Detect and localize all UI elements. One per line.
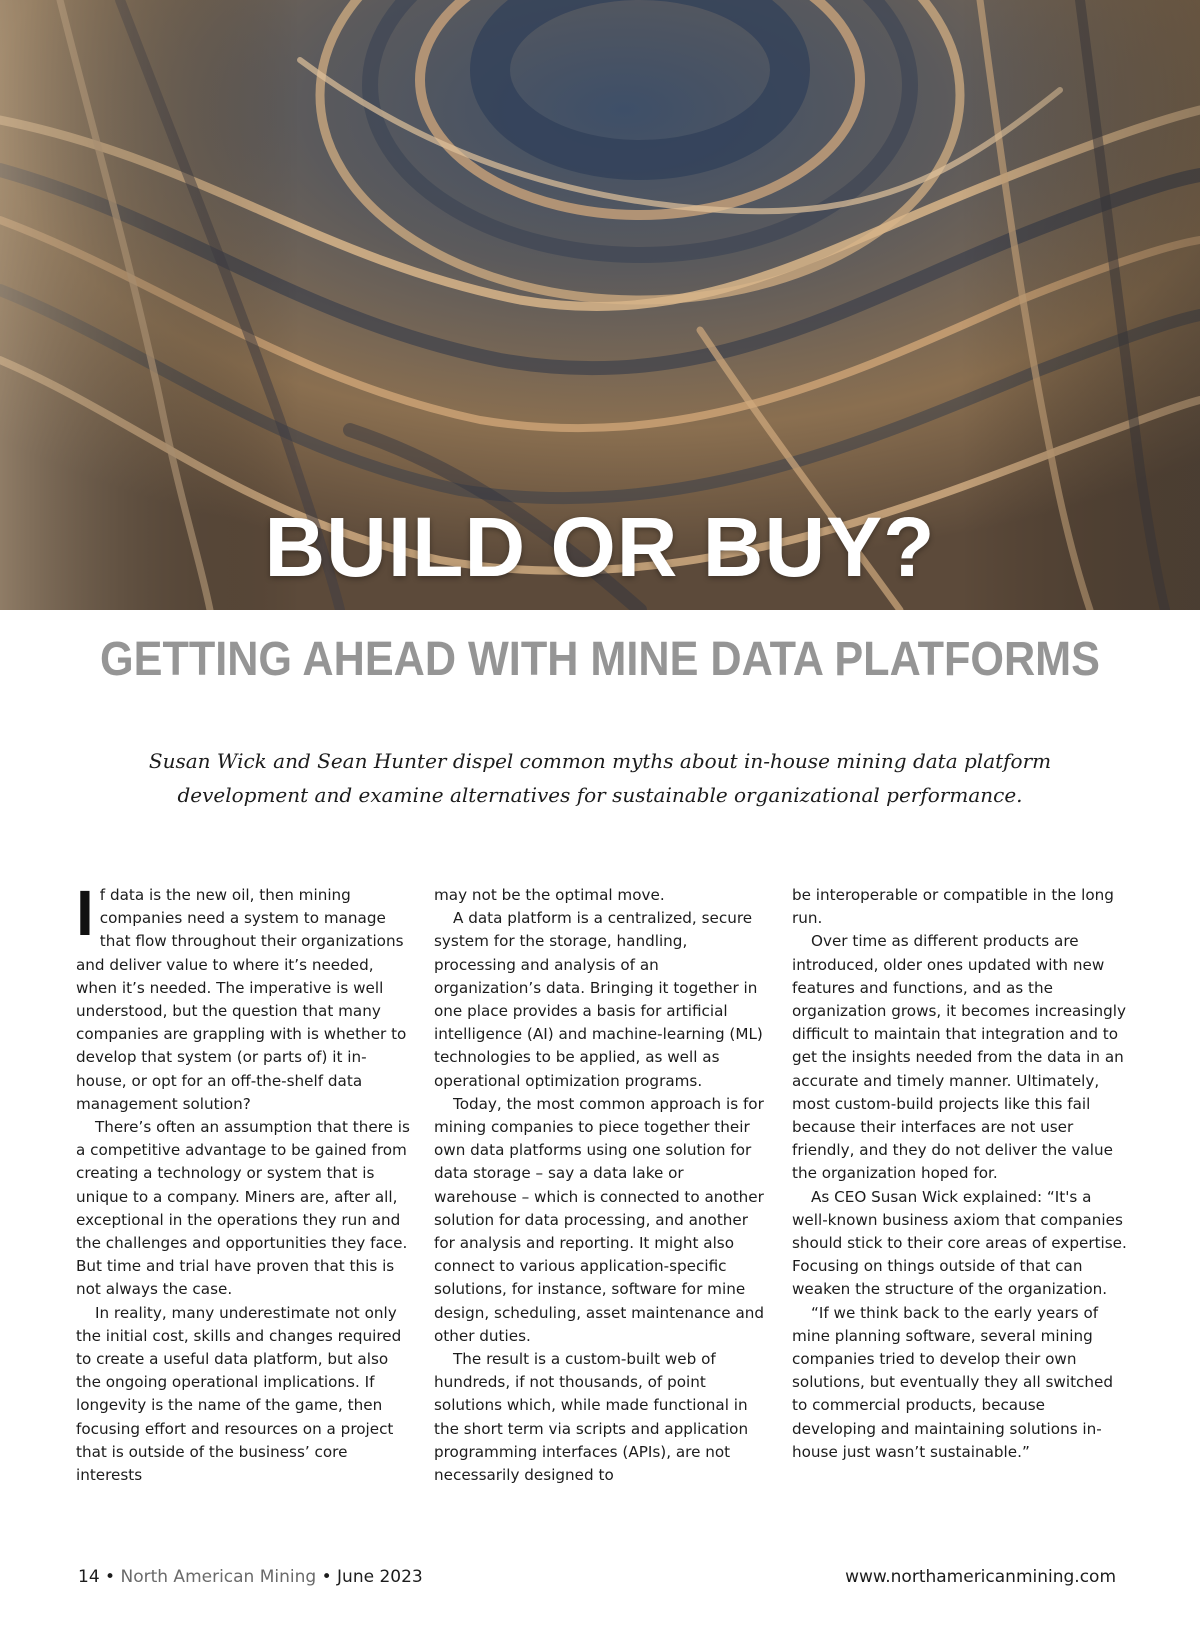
paragraph: Over time as different products are introduced, older ones updated with new features and functions, and as the organization grows, it becomes increasingly difficult to maintain that integration and to get the insights needed from the data in an accurate and timely manner. Ultimately, most custom-build projects like this fail because their interfaces are not user friendly, and they do not deliver the value the organization hoped for. xyxy=(792,932,1126,1183)
website-url[interactable]: www.northamericanmining.com xyxy=(845,1567,1116,1587)
drop-cap: I xyxy=(76,877,94,949)
standfirst: Susan Wick and Sean Hunter dispel common myths about in-house mining data platform development and examine alternatives for sustainable organizational performance. xyxy=(148,749,1052,807)
article-column-2 xyxy=(434,884,770,1487)
paragraph: A data platform is a centralized, secure system for the storage, handling, processing and analysis of an organization’s data. Bringing it together in one place provides a basis for artificial intelligence (AI) and machine-learning (ML) technologies to be applied, as well as operational optimization programs. xyxy=(434,909,763,1090)
paragraph: may not be the optimal move. xyxy=(434,886,665,904)
subheadline: GETTING AHEAD WITH MINE DATA PLATFORMS xyxy=(100,633,1100,686)
magazine-name: North American Mining xyxy=(120,1567,317,1587)
paragraph: “If we think back to the early years of mine planning software, several mining companies tried to develop their own solutions, but eventually they all switched to commercial products, because developing and maintaining solutions in-house just wasn’t sustainable.” xyxy=(792,1303,1113,1461)
headline: BUILD OR BUY? xyxy=(264,500,936,594)
article-column-1 xyxy=(76,877,412,1487)
paragraph: If data is the new oil, then mining companies need a system to manage that flow throughout their organizations and deliver value to where it’s needed, when it’s needed. The imperative is well understood, but the question that many companies are grappling with is whether to develop that system (or parts of) it in-house, or opt for an off-the-shelf data management solution? xyxy=(76,877,407,1113)
issue-date: • June 2023 xyxy=(321,1567,423,1587)
paragraph: The result is a custom-built web of hundreds, if not thousands, of point solutions which, while made functional in the short term via scripts and application programming interfaces (APIs), are not necessarily designed to xyxy=(434,1350,749,1485)
article-column-3 xyxy=(792,884,1128,1464)
page-number: 14 • xyxy=(78,1567,116,1587)
paragraph: be interoperable or compatible in the long run. xyxy=(792,886,1114,928)
paragraph: There’s often an assumption that there is a competitive advantage to be gained from creating a technology or system that is unique to a company. Miners are, after all, exceptional in the operations they run and the challenges and opportunities they face. But time and trial have proven that this is not always the case. xyxy=(76,1118,410,1299)
paragraph: In reality, many underestimate not only the initial cost, skills and changes required to create a useful data platform, but also the ongoing operational implications. If longevity is the name of the game, then focusing effort and resources on a project that is outside of the business’ core interests xyxy=(76,1303,402,1485)
paragraph: Today, the most common approach is for mining companies to piece together their own data platforms using one solution for data storage – say a data lake or warehouse – which is connected to another solution for data processing, and another for analysis and reporting. It might also connect to various application-specific solutions, for instance, software for mine design, scheduling, asset maintenance and other duties. xyxy=(434,1094,765,1345)
hero-image xyxy=(0,0,1200,610)
paragraph: As CEO Susan Wick explained: “It's a well-known business axiom that companies should stick to their core areas of expertise. Focusing on things outside of that can weaken the structure of the organization. xyxy=(792,1187,1127,1299)
page-footer-left xyxy=(78,1567,423,1587)
